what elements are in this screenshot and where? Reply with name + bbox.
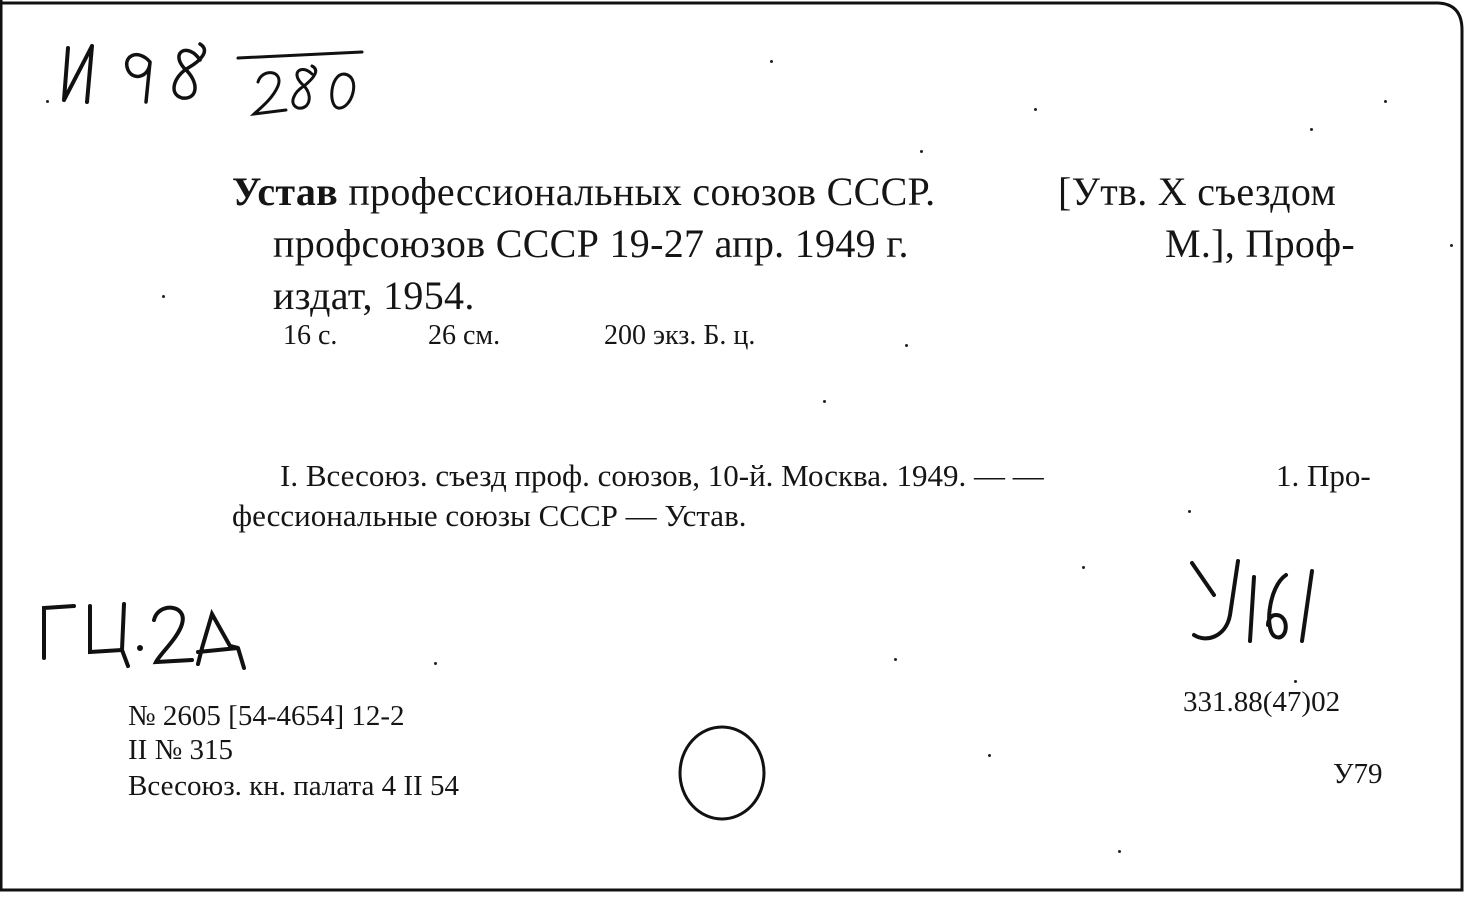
scan-speck [434, 662, 437, 665]
handwritten-right-code-drawing [1180, 555, 1330, 655]
scan-speck [823, 400, 826, 403]
scan-speck [905, 344, 908, 347]
author-mark: У79 [1333, 758, 1383, 790]
physical-size: 26 см. [428, 320, 501, 351]
shelfmark-drawing [40, 30, 400, 130]
subjects-line-2: фессиональные союзы СССР — Устав. [232, 498, 747, 533]
subjects-line-1-left: I. Всесоюз. съезд проф. союзов, 10-й. Москва. 1949. — — [280, 458, 1044, 493]
title-bold: Устав [232, 169, 339, 214]
handwritten-right-code [1180, 555, 1330, 655]
scan-speck [1034, 108, 1037, 111]
title-rest: профессиональных союзов СССР. [338, 169, 936, 214]
scan-speck [1082, 566, 1085, 569]
scan-speck [988, 754, 991, 757]
description-line-3: издат, 1954. [273, 273, 475, 318]
punch-hole [672, 718, 772, 828]
scan-speck [1188, 510, 1191, 513]
description-line-2-left: профсоюзов СССР 19-27 апр. 1949 г. [273, 221, 909, 266]
description-line-1 [232, 169, 936, 214]
scan-speck [162, 295, 165, 298]
handwritten-left-code-drawing [30, 590, 270, 680]
udc-number: 331.88(47)02 [1183, 686, 1341, 718]
scan-speck [920, 150, 923, 153]
registry-line-1: № 2605 [54-4654] 12-2 [128, 700, 405, 732]
registry-line-2: II № 315 [128, 734, 233, 766]
description-line-1-right: [Утв. X съездом [1058, 169, 1337, 214]
scan-speck [894, 658, 897, 661]
punch-hole-drawing [672, 718, 772, 828]
scan-speck [770, 60, 773, 63]
subjects-line-1-right: 1. Про- [1276, 458, 1371, 493]
scan-speck [1294, 680, 1297, 683]
scan-speck [1384, 100, 1387, 103]
shelfmark [40, 30, 400, 130]
description-line-2-right: М.], Проф- [1165, 221, 1356, 266]
handwritten-left-code [30, 590, 270, 680]
registry-line-3: Всесоюз. кн. палата 4 II 54 [128, 770, 459, 802]
scan-speck [46, 100, 49, 103]
physical-pages: 16 с. [283, 320, 338, 351]
scan-speck [1118, 850, 1121, 853]
scan-speck [1310, 128, 1313, 131]
scan-speck [1450, 244, 1453, 247]
physical-copies: 200 экз. Б. ц. [604, 320, 756, 351]
